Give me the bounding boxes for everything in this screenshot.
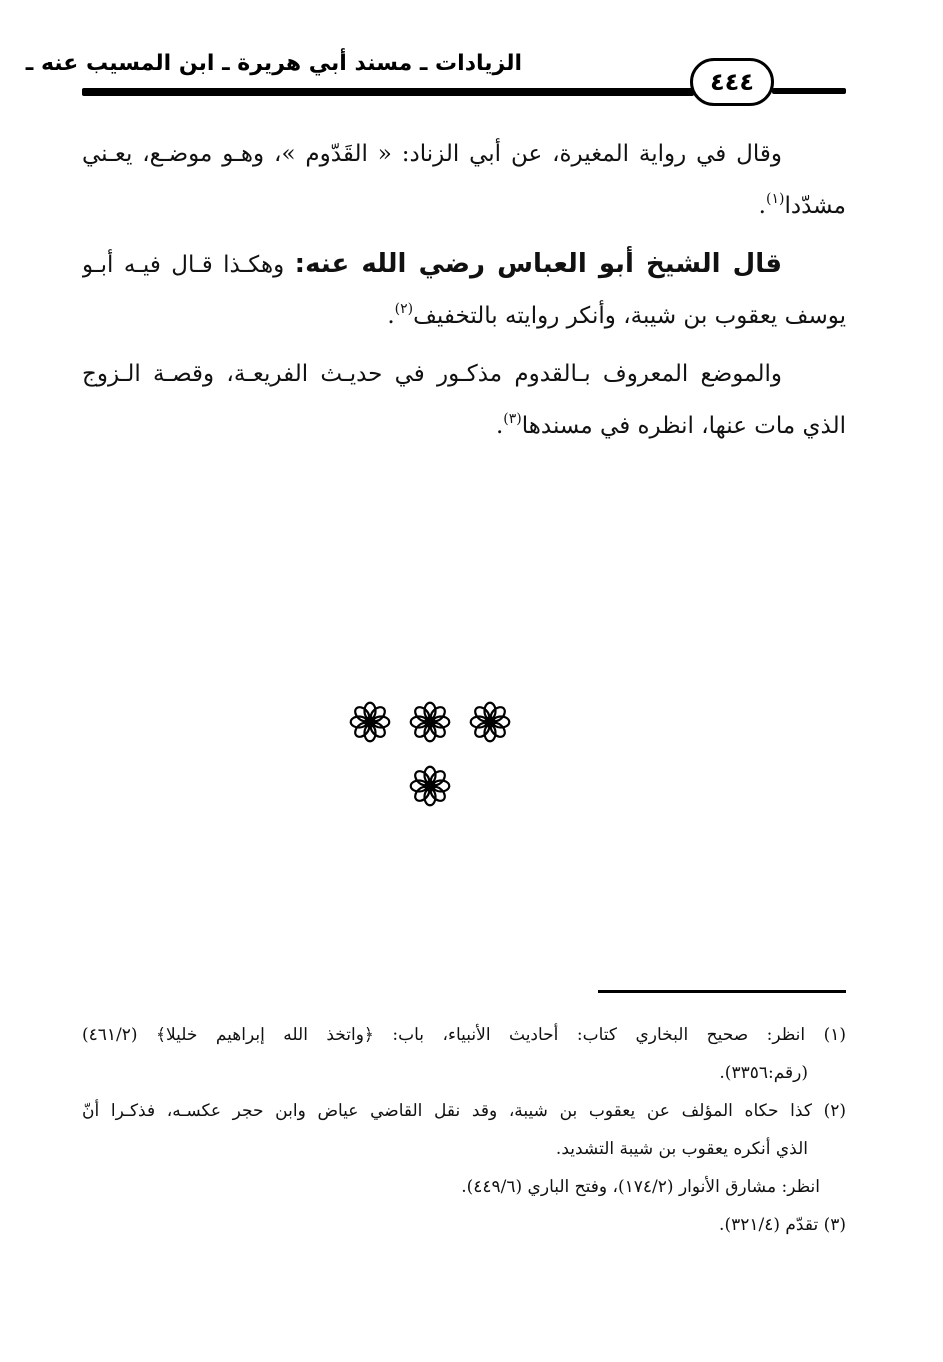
paragraph-3 <box>82 348 846 452</box>
flower-ornament-icon <box>408 700 452 744</box>
paragraph-2-line-2-end: . <box>387 303 395 329</box>
flower-ornament-icon <box>468 700 512 744</box>
footnotes <box>82 1016 846 1244</box>
paragraph-2-line-1-rest: وهكـذا قـال فيـه أبـو <box>82 252 295 278</box>
page-number: ٤٤٤ <box>710 68 754 96</box>
flower-ornament-icon <box>348 700 392 744</box>
paragraph-1-line-1 <box>82 128 846 180</box>
page-number-badge <box>690 58 774 106</box>
paragraph-1 <box>82 128 846 232</box>
footnote-ref-3[interactable]: (٣) <box>503 411 522 427</box>
footnote-1-line-1: (١) انظر: صحيح البخاري كتاب: أحاديث الأنبياء، باب: ﴿واتخذ الله إبراهيم خليلا﴾ (٤٦١/٢) <box>82 1025 846 1045</box>
footnote-ref-1[interactable]: (١) <box>765 191 785 207</box>
paragraph-3-line-1 <box>82 348 846 400</box>
paragraph-3-line-2-end: . <box>495 413 504 439</box>
paragraph-1-line-1-text: وقال في رواية المغيرة، عن أبي الزناد: « القَدّوم »، وهـو موضـع، يعـني <box>82 141 782 167</box>
paragraph-3-line-2 <box>82 400 846 452</box>
paragraph-2-line-2 <box>82 290 846 342</box>
paragraph-3-line-1-text: والموضع المعروف بـالقدوم مذكـور في حديـث الفريعـة، وقصـة الـزوج <box>82 361 782 387</box>
paragraph-2-line-1 <box>82 238 846 290</box>
paragraph-2 <box>82 238 846 342</box>
footnote-2-line-1: (٢) كذا حكاه المؤلف عن يعقوب بن شيبة، وقد نقل القاضي عياض وابن حجر عكسـه، فذكـرا أنّ <box>82 1101 846 1121</box>
paragraph-1-line-2 <box>82 180 846 232</box>
running-header-title: الزيادات ـ مسند أبي هريرة ـ ابن المسيب عنه ـ <box>25 51 522 76</box>
header-rule <box>82 88 694 96</box>
footnote-separator <box>598 990 846 993</box>
footnote-1-line-2: (رقم:٣٣٥٦). <box>719 1063 808 1083</box>
section-end-ornament <box>340 700 520 812</box>
header-rule-right <box>772 88 846 94</box>
footnote-2-line-3: انظر: مشارق الأنوار (١٧٤/٢)، وفتح الباري (٤٤٩/٦). <box>461 1177 820 1197</box>
paragraph-3-line-2-text: الذي مات عنها، انظره في مسندها <box>521 413 846 439</box>
footnote-2-line-2: الذي أنكره يعقوب بن شيبة التشديد. <box>555 1139 808 1159</box>
footnote-ref-2[interactable]: (٢) <box>394 301 414 317</box>
flower-ornament-icon <box>408 764 452 808</box>
footnote-3-line-1: (٣) تقدّم (٣٢١/٤). <box>719 1215 846 1235</box>
shaykh-heading: قال الشيخ أبو العباس رضي الله عنه: <box>294 249 782 279</box>
paragraph-2-line-2-text: يوسف يعقوب بن شيبة، وأنكر روايته بالتخفيف <box>413 303 846 329</box>
paragraph-1-line-2-end: . <box>758 193 766 219</box>
paragraph-1-line-2-text: مشدّدا <box>784 193 846 219</box>
